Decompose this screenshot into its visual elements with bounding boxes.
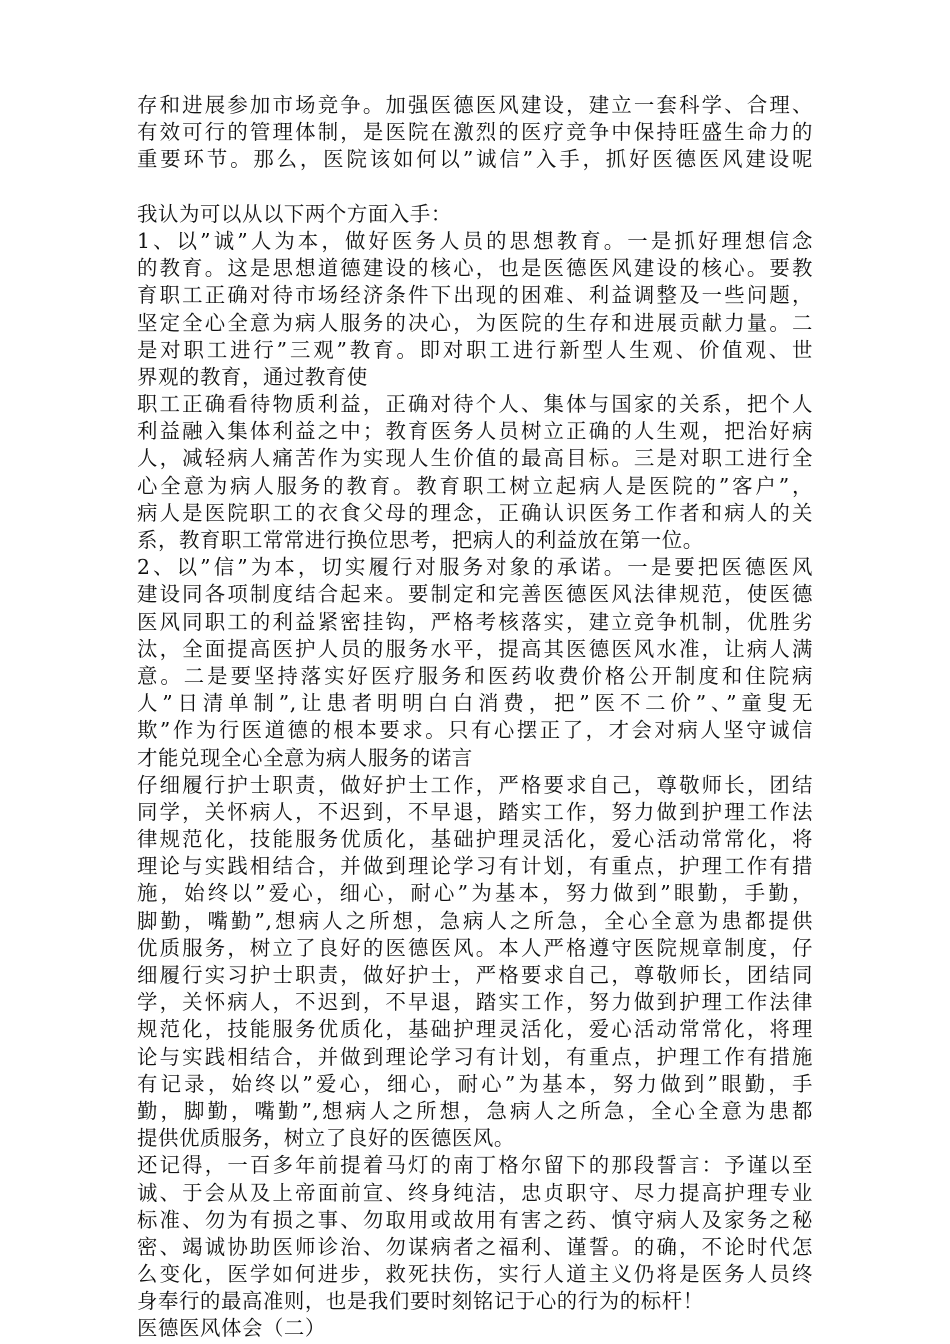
text-line: 汰，全面提高医护人员的服务水平，提高其医德医风水准，让病人满	[137, 636, 813, 661]
text-line: 优质服务，树立了良好的医德医风。本人严格遵守医院规章制度，仔	[137, 935, 813, 960]
text-line: 仔细履行护士职责，做好护士工作，严格要求自己，尊敬师长，团结	[137, 772, 813, 797]
text-line: 规范化，技能服务优质化，基础护理灵活化，爱心活动常常化，将理	[137, 1017, 813, 1042]
text-line: 密、竭诚协助医师诊治、勿谋病者之福利、谨誓。的确，不论时代怎	[137, 1234, 813, 1259]
text-line: 建设同各项制度结合起来。要制定和完善医德医风法律规范，使医德	[137, 582, 813, 607]
text-line: 医风同职工的利益紧密挂钩，严格考核落实，建立竞争机制，优胜劣	[137, 609, 813, 634]
text-line: 我认为可以从以下两个方面入手：	[137, 201, 452, 226]
blank-line	[137, 174, 813, 201]
text-line: 2、以”信”为本，切实履行对服务对象的承诺。一是要把医德医风	[137, 555, 813, 580]
text-line: 利益融入集体利益之中；教育医务人员树立正确的人生观，把治好病	[137, 419, 813, 444]
text-line: 人”日清单制”,让患者明明白白消费，把”医不二价”、”童叟无	[137, 691, 813, 716]
text-line: 才能兑现全心全意为病人服务的诺言	[137, 745, 473, 770]
text-line: 么变化，医学如何进步，救死扶伤，实行人道主义仍将是医务人员终	[137, 1262, 813, 1287]
text-line: 身奉行的最高准则，也是我们要时刻铭记于心的行为的标杆！	[137, 1289, 704, 1314]
text-line: 诚、于会从及上帝面前宣、终身纯洁，忠贞职守、尽力提高护理专业	[137, 1180, 813, 1205]
text-line: 标准、勿为有损之事、勿取用或故用有害之药、慎守病人及家务之秘	[137, 1207, 813, 1232]
text-line: 是对职工进行”三观”教育。即对职工进行新型人生观、价值观、世	[137, 337, 813, 362]
text-line: 界观的教育，通过教育使	[137, 364, 368, 389]
text-line: 意。二是要坚持落实好医疗服务和医药收费价格公开制度和住院病	[137, 663, 813, 688]
text-line: 论与实践相结合，并做到理论学习有计划，有重点，护理工作有措施	[137, 1044, 813, 1069]
text-line: 有记录，始终以”爱心，细心，耐心”为基本，努力做到”眼勤，手	[137, 1071, 813, 1096]
text-line: 理论与实践相结合，并做到理论学习有计划，有重点，护理工作有措	[137, 854, 813, 879]
text-line: 细履行实习护士职责，做好护士，严格要求自己，尊敬师长，团结同	[137, 963, 813, 987]
text-line: 育职工正确对待市场经济条件下出现的困难、利益调整及一些问题，	[137, 283, 813, 308]
paragraph-body	[137, 201, 813, 1343]
text-line: 脚勤，嘴勤”,想病人之所想，急病人之所急，全心全意为患都提供	[137, 908, 813, 933]
paragraph-intro	[137, 92, 813, 174]
text-line: 同学，关怀病人，不迟到，不早退，踏实工作，努力做到护理工作法	[137, 799, 813, 824]
text-line: 心全意为病人服务的教育。教育职工树立起病人是医院的”客户”，	[137, 473, 813, 498]
text-line: 欺”作为行医道德的根本要求。只有心摆正了，才会对病人坚守诚信	[137, 718, 813, 743]
document-page	[137, 92, 813, 1343]
text-line: 提供优质服务，树立了良好的医德医风。	[137, 1126, 515, 1151]
text-line: 重要环节。那么，医院该如何以”诚信”入手，抓好医德医风建设呢	[137, 147, 813, 172]
text-line: 坚定全心全意为病人服务的决心，为医院的生存和进展贡献力量。二	[137, 310, 813, 335]
text-line: 病人是医院职工的衣食父母的理念，正确认识医务工作者和病人的关	[137, 500, 813, 525]
text-line: 存和进展参加市场竞争。加强医德医风建设，建立一套科学、合理、	[137, 93, 813, 117]
text-line: 职工正确看待物质利益，正确对待个人、集体与国家的关系，把个人	[137, 392, 813, 417]
text-line: 律规范化，技能服务优质化，基础护理灵活化，爱心活动常常化，将	[137, 827, 813, 852]
text-line: 还记得，一百多年前提着马灯的南丁格尔留下的那段誓言：予谨以至	[137, 1153, 813, 1178]
section-heading: 医德医风体会（二）	[137, 1316, 326, 1341]
text-line: 的教育。这是思想道德建设的核心，也是医德医风建设的核心。要教	[137, 256, 813, 281]
text-line: 人，减轻病人痛苦作为实现人生价值的最高目标。三是对职工进行全	[137, 446, 813, 471]
text-line: 施，始终以”爱心，细心，耐心”为基本，努力做到”眼勤，手勤，	[137, 881, 813, 906]
text-line: 学，关怀病人，不迟到，不早退，踏实工作，努力做到护理工作法律	[137, 990, 813, 1015]
text-line: 1、以”诚”人为本，做好医务人员的思想教育。一是抓好理想信念	[137, 228, 813, 253]
text-line: 勤，脚勤，嘴勤”,想病人之所想，急病人之所急，全心全意为患都	[137, 1098, 813, 1123]
text-line: 有效可行的管理体制，是医院在激烈的医疗竞争中保持旺盛生命力的	[137, 120, 813, 145]
text-line: 系，教育职工常常进行换位思考，把病人的利益放在第一位。	[137, 528, 704, 552]
